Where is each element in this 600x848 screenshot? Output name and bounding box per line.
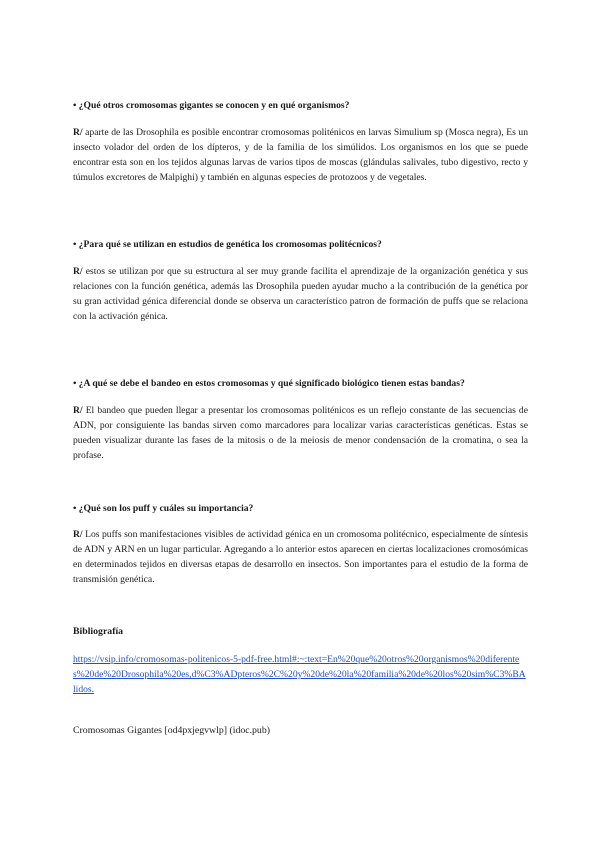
answer-text: El bandeo que pueden llegar a presentar los cromosomas politénicos es un reflejo constante de las secuencias de ADN, por consiguiente las bandas sirven como marcadores para localizar varias características genéticas. Estas se pueden visualizar durante las fases de la mitosis o de la meiosis de menor condensación de la cromatina, o sea la profase. (73, 405, 528, 461)
bibliography-link[interactable]: https://vsip.info/cromosomas-politenicos-5-pdf-free.html#:~:text=En%20que%20otros%20organismos%20diferentes%20de%20Drosophila%20es,d%C3%ADpteros%2C%20y%20de%20la%20familia%20de%20los%20sim%C3%BAlidos. (73, 654, 526, 695)
answer-prefix: R/ (73, 405, 83, 416)
question-3: • ¿A qué se debe el bandeo en estos cromosomas y qué significado biológico tienen estas bandas? (73, 378, 465, 389)
answer-2 (73, 264, 528, 324)
answer-1 (73, 125, 528, 185)
answer-prefix: R/ (73, 529, 83, 540)
bibliography-title: Bibliografía (73, 626, 124, 637)
question-2: • ¿Para qué se utilizan en estudios de genética los cromosomas politécnicos? (73, 239, 382, 250)
question-4: • ¿Qué son los puff y cuáles su importancia? (73, 503, 254, 514)
answer-3 (73, 403, 528, 463)
question-1: • ¿Qué otros cromosomas gigantes se conocen y en qué organismos? (73, 100, 350, 111)
bibliography-reference: Cromosomas Gigantes [od4pxjegvwlp] (idoc.pub) (73, 725, 270, 736)
answer-text: estos se utilizan por que su estructura al ser muy grande facilita el aprendizaje de la organización genética y sus relaciones con la función genética, además las Drosophila pueden ayudar mucho a la contribución de la genética por su gran actividad génica diferencial donde se observa un característico patron de formación de puffs que se relaciona con la activación génica. (73, 266, 528, 322)
answer-text: Los puffs son manifestaciones visibles de actividad génica en un cromosoma politécnico, especialmente de síntesis de ADN y ARN en un lugar particular. Agregando a lo anterior estos aparecen en ciertas localizaciones cromosómicas en determinados tejidos en diversas etapas de desarrollo en insectos. Son importantes para el estudio de la forma de transmisión genética. (73, 529, 528, 585)
answer-prefix: R/ (73, 266, 83, 277)
answer-4 (73, 527, 528, 587)
answer-text: aparte de las Drosophila es posible encontrar cromosomas politénicos en larvas Simulium sp (Mosca negra), Es un insecto volador del orden de los dípteros, y de la familia de los simúlidos. Los organismos en los que se puede encontrar esta son en los tejidos algunas larvas de varios tipos de moscas (glándulas salivales, tubo digestivo, recto y túmulos excretores de Malpighi) y también en algunas especies de protozoos y de vegetales. (73, 127, 528, 183)
answer-prefix: R/ (73, 127, 83, 138)
